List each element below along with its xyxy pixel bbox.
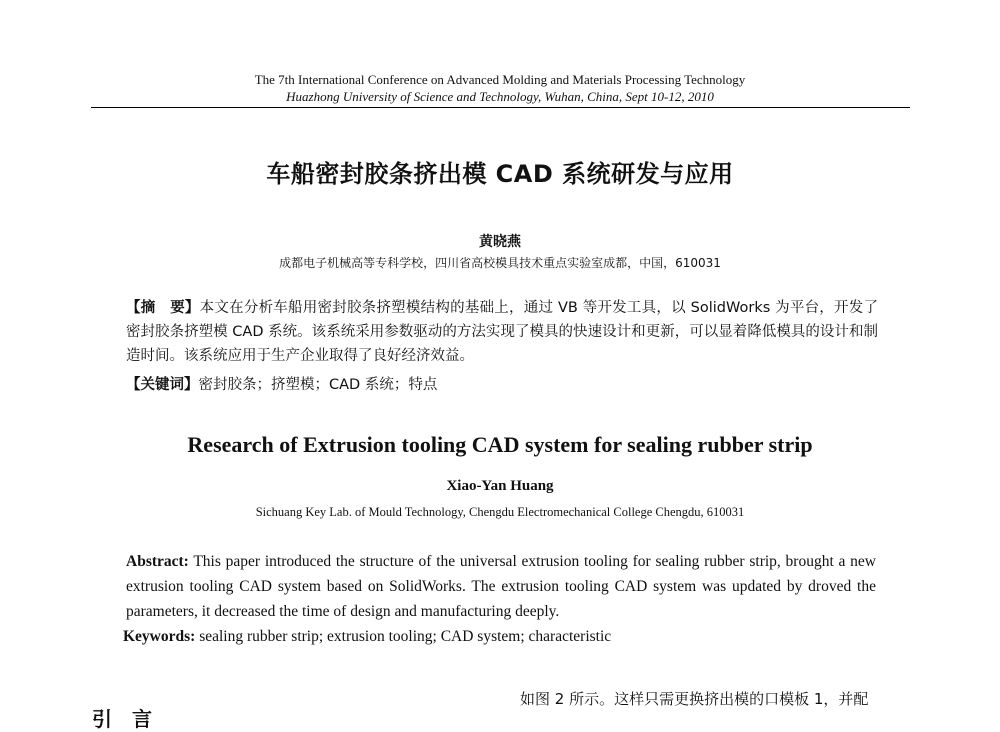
body-text-line: 如图 2 所示。这样只需更换挤出模的口模板 1，并配 [520, 690, 869, 708]
english-abstract-label: Abstract: [126, 553, 189, 570]
english-keywords [123, 627, 611, 647]
chinese-title: 车船密封胶条挤出模 CAD 系统研发与应用 [266, 160, 734, 188]
english-title: Research of Extrusion tooling CAD system for sealing rubber strip [187, 432, 813, 457]
chinese-keywords-text: 密封胶条；挤塑模；CAD 系统；特点 [198, 377, 438, 393]
chinese-author: 黄晓燕 [479, 234, 521, 250]
conference-name: The 7th International Conference on Advanced Molding and Materials Processing Technology [254, 72, 746, 87]
header-rule [91, 107, 910, 108]
conference-venue: Huazhong University of Science and Technology, Wuhan, China, Sept 10-12, 2010 [286, 89, 714, 104]
english-abstract-text: This paper introduced the structure of the universal extrusion tooling for sealing rubber strip, brought a new extrusion tooling CAD system based on SolidWorks. The extrusion tooling CAD system was updated by droved the parameters, it decreased the time of design and manufacturing deeply. [126, 553, 876, 620]
chinese-affiliation: 成都电子机械高等专科学校，四川省高校模具技术重点实验室成都，中国，610031 [279, 256, 721, 270]
chinese-keywords [126, 375, 437, 395]
english-affiliation: Sichuang Key Lab. of Mould Technology, Chengdu Electromechanical College Chengdu, 610031 [255, 505, 745, 519]
english-keywords-text: sealing rubber strip; extrusion tooling; CAD system; characteristic [195, 628, 612, 645]
chinese-abstract [126, 296, 878, 368]
section-heading: 引 言 [92, 707, 152, 731]
english-abstract [126, 549, 876, 624]
english-author: Xiao-Yan Huang [446, 478, 554, 494]
chinese-abstract-label: 【摘 要】 [126, 300, 200, 316]
chinese-keywords-label: 【关键词】 [126, 377, 199, 393]
english-keywords-label: Keywords: [123, 628, 196, 645]
chinese-abstract-text: 本文在分析车船用密封胶条挤塑模结构的基础上，通过 VB 等开发工具，以 SolidWorks 为平台，开发了密封胶条挤塑模 CAD 系统。该系统采用参数驱动的方法实现了模具的快速设计和更新，可以显着降低模具的设计和制造时间。该系统应用于生产企业取得了良好经济效益。 [126, 300, 878, 364]
